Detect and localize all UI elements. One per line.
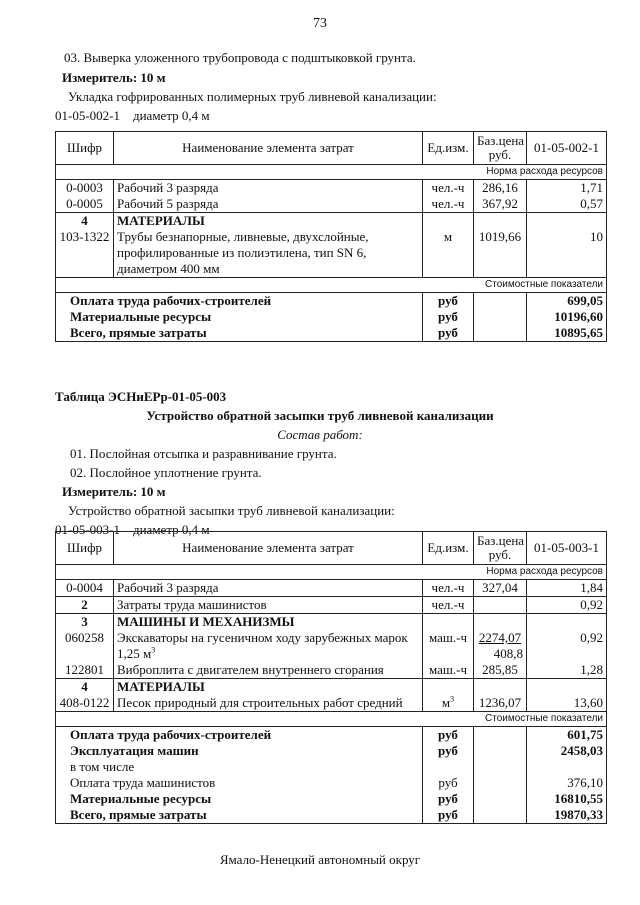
row-unit: маш.-ч xyxy=(423,662,474,679)
col-header-norm: 01-05-003-1 xyxy=(527,532,607,565)
summary-value: 16810,55 xyxy=(527,791,607,807)
summary-label: Оплата труда рабочих-строителей xyxy=(56,727,423,744)
summary-row xyxy=(56,791,607,807)
group-name: МАТЕРИАЛЫ xyxy=(114,679,423,696)
works-heading: Состав работ: xyxy=(277,427,363,442)
row-name: Трубы безнапорные, ливневые, двухслойные, профилированные из полиэтилена, тип SN 6, диаметром 400 мм xyxy=(114,229,423,278)
row-unit: м xyxy=(423,229,474,278)
col-header-name: Наименование элемента затрат xyxy=(114,532,423,565)
col-header-unit: Ед.изм. xyxy=(423,532,474,565)
col-header-price: Баз.цена руб. xyxy=(474,532,527,565)
row-code: 408-0122 xyxy=(56,695,114,712)
row-name: Затраты труда машинистов xyxy=(114,597,423,614)
row-code: 122801 xyxy=(56,662,114,679)
summary-unit: руб xyxy=(423,775,474,791)
band-norm-label: Норма расхода ресурсов xyxy=(56,565,607,580)
summary-row xyxy=(56,309,607,325)
summary-label: Оплата труда рабочих-строителей xyxy=(56,293,423,310)
table-header-row xyxy=(56,532,607,565)
table-row xyxy=(56,597,607,614)
row-norm: 0,92 xyxy=(527,630,607,662)
table-row xyxy=(56,695,607,712)
col-header-code: Шифр xyxy=(56,532,114,565)
row-unit: чел.-ч xyxy=(423,597,474,614)
summary-value: 376,10 xyxy=(527,775,607,791)
row-price: 286,16 xyxy=(474,180,527,197)
summary-row xyxy=(56,759,607,775)
row-code: 0-0003 xyxy=(56,180,114,197)
summary-unit: руб xyxy=(423,727,474,744)
band-norm-row xyxy=(56,565,607,580)
summary-value: 601,75 xyxy=(527,727,607,744)
summary-value: 2458,03 xyxy=(527,743,607,759)
summary-unit: руб xyxy=(423,309,474,325)
summary-label: Всего, прямые затраты xyxy=(56,807,423,824)
group-row-materials xyxy=(56,679,607,696)
row-name: Рабочий 3 разряда xyxy=(114,580,423,597)
row-name: Рабочий 5 разряда xyxy=(114,196,423,213)
table2-code-line: 01-05-003-1 диаметр 0,4 м xyxy=(55,522,210,537)
table-row xyxy=(56,580,607,597)
summary-including-label: в том числе xyxy=(56,759,423,775)
summary-row xyxy=(56,727,607,744)
band-cost-label: Стоимостные показатели xyxy=(56,712,607,727)
row-unit: чел.-ч xyxy=(423,196,474,213)
row-price: 285,85 xyxy=(474,662,527,679)
row-unit: $м^3$ xyxy=(423,695,474,712)
summary-label: Материальные ресурсы xyxy=(56,309,423,325)
summary-value: 10196,60 xyxy=(527,309,607,325)
band-norm-label: Норма расхода ресурсов xyxy=(56,165,607,180)
summary-unit: руб xyxy=(423,325,474,342)
group-code: 4 xyxy=(56,213,114,230)
work-step-02: 02. Послойное уплотнение грунта. xyxy=(70,465,262,480)
summary-unit: руб xyxy=(423,743,474,759)
work-step-01: 01. Послойная отсыпка и разравнивание грунта. xyxy=(70,446,337,461)
row-price: 1236,07 xyxy=(474,695,527,712)
summary-row xyxy=(56,293,607,310)
summary-label: Эксплуатация машин xyxy=(56,743,423,759)
row-name: Экскаваторы на гусеничном ходу зарубежных марок 1,25 $м^3$ xyxy=(114,630,423,662)
estimate-table-01-05-003 xyxy=(55,531,607,824)
row-norm: 0,57 xyxy=(527,196,607,213)
row-name: Виброплита с двигателем внутреннего сгорания xyxy=(114,662,423,679)
measure-unit-2: Измеритель: 10 м xyxy=(62,484,166,499)
summary-row xyxy=(56,807,607,824)
summary-unit: руб xyxy=(423,807,474,824)
col-header-unit: Ед.изм. xyxy=(423,132,474,165)
table1-subtitle: Укладка гофрированных полимерных труб ливневой канализации: xyxy=(68,89,437,104)
group-row-machines xyxy=(56,614,607,631)
row-name: Песок природный для строительных работ средний xyxy=(114,695,423,712)
col-header-code: Шифр xyxy=(56,132,114,165)
row-unit: маш.-ч xyxy=(423,630,474,662)
group-code: 3 xyxy=(56,614,114,631)
row-code: 060258 xyxy=(56,630,114,662)
row-name: Рабочий 3 разряда xyxy=(114,180,423,197)
summary-label: Материальные ресурсы xyxy=(56,791,423,807)
row-norm: 1,28 xyxy=(527,662,607,679)
group-row-materials xyxy=(56,213,607,230)
row-norm: 13,60 xyxy=(527,695,607,712)
summary-value: 10895,65 xyxy=(527,325,607,342)
band-cost-row xyxy=(56,278,607,293)
row-price xyxy=(474,597,527,614)
group-name: МАТЕРИАЛЫ xyxy=(114,213,423,230)
table-id: Таблица ЭСНиЕРр-01-05-003 xyxy=(55,389,227,404)
page-footer: Ямало-Ненецкий автономный округ xyxy=(219,852,421,867)
summary-value: 19870,33 xyxy=(527,807,607,824)
row-code: 103-1322 xyxy=(56,229,114,278)
row-price: 2274,07 408,8 xyxy=(474,630,527,662)
table-row xyxy=(56,196,607,213)
work-step-03: 03. Выверка уложенного трубопровода с подштыковкой грунта. xyxy=(64,50,416,65)
row-price: 1019,66 xyxy=(474,229,527,278)
table1-code-line: 01-05-002-1 диаметр 0,4 м xyxy=(55,108,210,123)
summary-unit: руб xyxy=(423,791,474,807)
row-norm: 0,92 xyxy=(527,597,607,614)
row-code: 0-0005 xyxy=(56,196,114,213)
row-price: 367,92 xyxy=(474,196,527,213)
col-header-norm: 01-05-002-1 xyxy=(527,132,607,165)
table-row xyxy=(56,630,607,662)
row-price: 327,04 xyxy=(474,580,527,597)
row-norm: 1,84 xyxy=(527,580,607,597)
col-header-price: Баз.цена руб. xyxy=(474,132,527,165)
table2-subtitle: Устройство обратной засыпки труб ливневой канализации: xyxy=(68,503,395,518)
band-cost-label: Стоимостные показатели xyxy=(56,278,607,293)
section-title: Устройство обратной засыпки труб ливневой канализации xyxy=(146,408,494,423)
group-code: 4 xyxy=(56,679,114,696)
summary-value: 699,05 xyxy=(527,293,607,310)
summary-row xyxy=(56,325,607,342)
row-unit: чел.-ч xyxy=(423,580,474,597)
band-cost-row xyxy=(56,712,607,727)
row-unit: чел.-ч xyxy=(423,180,474,197)
summary-row xyxy=(56,775,607,791)
group-name: МАШИНЫ И МЕХАНИЗМЫ xyxy=(114,614,423,631)
table-header-row xyxy=(56,132,607,165)
summary-row xyxy=(56,743,607,759)
col-header-name: Наименование элемента затрат xyxy=(114,132,423,165)
estimate-table-01-05-002 xyxy=(55,131,607,342)
summary-unit: руб xyxy=(423,293,474,310)
row-code: 0-0004 xyxy=(56,580,114,597)
table-row xyxy=(56,662,607,679)
band-norm-row xyxy=(56,165,607,180)
summary-label: Оплата труда машинистов xyxy=(56,775,423,791)
page-number: 73 xyxy=(313,16,327,31)
row-norm: 10 xyxy=(527,229,607,278)
row-norm: 1,71 xyxy=(527,180,607,197)
table-row xyxy=(56,180,607,197)
table-row xyxy=(56,229,607,278)
summary-label: Всего, прямые затраты xyxy=(56,325,423,342)
row-code: 2 xyxy=(56,597,114,614)
measure-unit-1: Измеритель: 10 м xyxy=(62,70,166,85)
